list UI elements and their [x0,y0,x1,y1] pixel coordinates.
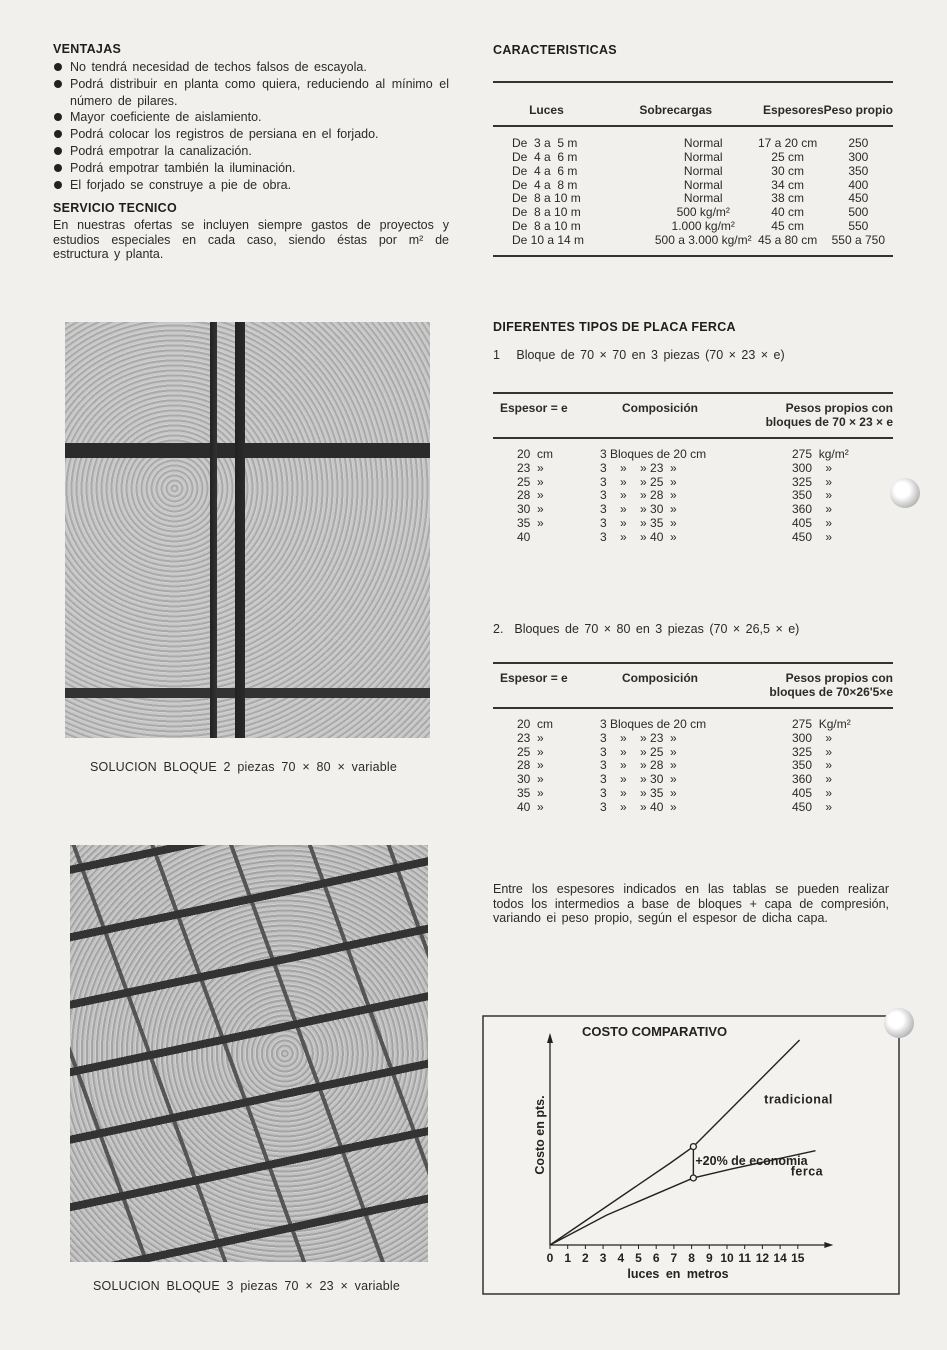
col-header: bloques de 70×26'5×e [769,685,893,699]
x-tick-label: 3 [599,1251,607,1265]
table-row [493,192,893,206]
x-tick-label: 4 [617,1251,625,1265]
ventaja-text: Mayor coeficiente de aislamiento. [70,110,262,125]
economy-annotation: +20% de economia [695,1154,808,1168]
table-cell: 500 kg/m² [676,205,730,220]
table-row [493,165,893,179]
marker-point [690,1144,696,1150]
table-cell: 300 » [792,730,833,745]
table-cell: 300 [848,150,869,164]
photo-bloque-2-piezas [65,322,430,738]
table-cell: 28 » [517,758,544,773]
table-cell: Normal [683,191,723,206]
col-header: Composición [622,401,699,415]
table-row [493,179,893,193]
table-cell: 3 » » 30 » [600,772,677,787]
table-cell: De 8 a 10 m [512,205,581,220]
bullet-icon [54,63,62,71]
table-row [493,125,893,151]
table-cell: 3 » » 23 » [600,730,677,745]
table-cell: 3 » » 25 » [600,474,677,489]
binder-hole [884,1008,914,1038]
x-tick-label: 6 [652,1251,660,1265]
table-cell: 550 a 750 [831,232,886,247]
col-header: Composición [622,671,699,685]
x-tick-label: 2 [582,1251,589,1265]
tipo2-label: 2. Bloques de 70 × 80 en 3 piezas (70 × 26,5 × e) [493,622,800,636]
x-tick-label: 8 [688,1251,695,1265]
divider [493,392,893,394]
x-tick-label: 1 [564,1251,572,1265]
x-tick-label: 12 [755,1251,770,1265]
table-cell: 3 » » 28 » [600,758,677,773]
ventaja-item [53,109,449,126]
bullet-icon [54,164,62,172]
table-cell: 38 cm [771,191,804,206]
table-cell: 275 kg/m² [792,447,849,461]
col-header: Espesor = e [500,671,568,685]
bullet-icon [54,80,62,88]
table-row [493,206,893,220]
ventaja-item [53,59,449,76]
bullet-icon [54,113,62,121]
ventaja-item [53,177,449,194]
table-cell: 40 [517,529,531,544]
series-label: ferca [790,1164,824,1179]
chart-title: COSTO COMPARATIVO [582,1024,728,1039]
y-axis-label: Costo en pts. [533,1095,547,1175]
ventaja-item [53,76,449,110]
tipos-heading: DIFERENTES TIPOS DE PLACA FERCA [493,320,736,334]
marker-point [690,1175,696,1181]
table-cell: 3 » » 25 » [600,744,677,759]
table-cell: 3 » » 40 » [600,799,677,814]
table-cell: 250 [848,136,869,151]
ventajas-heading: VENTAJAS [53,42,122,56]
table-cell: 20 cm [517,447,554,461]
table-cell: 300 » [792,460,833,475]
table-cell: 25 » [517,474,544,489]
photo-bloque-3-piezas [70,845,428,1262]
table-cell: 30 » [517,502,544,517]
table-cell: 3 Bloques de 20 cm [600,717,707,731]
table-cell: 25 » [517,744,544,759]
table-cell: 17 a 20 cm [757,136,818,151]
bullet-icon [54,147,62,155]
ventaja-text: Podrá colocar los registros de persiana en el forjado. [70,127,379,142]
ventaja-text: Podrá empotrar también la iluminación. [70,160,296,175]
x-tick-label: 5 [635,1251,642,1265]
tipo1-label: 1 Bloque de 70 × 70 en 3 piezas (70 × 23 × e) [493,348,785,362]
table-cell: 325 » [792,744,833,759]
table-cell: 35 » [517,516,544,530]
ventaja-item [53,126,449,143]
table-cell: De 8 a 10 m [512,218,581,233]
bullet-icon [54,181,62,189]
divider [493,707,893,709]
table-cell: 45 cm [771,218,804,233]
table-cell: 450 [848,191,869,206]
costo-comparativo-chart [482,1015,900,1295]
ventaja-text: Podrá empotrar la canalización. [70,143,252,158]
ventaja-text: El forjado se construye a pie de obra. [70,177,292,192]
table-cell: 500 [848,205,869,220]
table-cell: 25 cm [771,150,804,164]
table-cell: 405 » [792,516,833,530]
col-header: Espesor = e [500,401,568,415]
photo2-caption: SOLUCION BLOQUE 3 piezas 70 × 23 × variable [93,1279,401,1293]
col-header: Espesores [762,103,824,117]
table-cell: 3 » » 40 » [600,529,677,544]
table-cell: 350 » [792,488,833,503]
table-cell: 360 » [792,502,833,517]
table-cell: 28 » [517,488,544,503]
table-cell: 325 » [792,474,833,489]
divider [493,437,893,439]
x-tick-label: 7 [670,1251,678,1265]
table-row [493,220,893,234]
table-cell: 3 » » 23 » [600,460,677,475]
x-tick-label: 14 [773,1251,787,1265]
series-label: tradicional [764,1092,833,1107]
table-cell: 3 » » 30 » [600,502,677,517]
tipos-note: Entre los espesores indicados en las tablas se pueden realizar todos los intermedios a base de bloques + capa de compresión, variando ei peso propio, según el espesor de dicha capa. [493,882,889,925]
table-cell: 23 » [517,730,544,745]
x-tick-label: 0 [546,1251,554,1265]
table-cell: 45 a 80 cm [757,232,818,247]
ventaja-text: Podrá distribuir en planta como quiera, reduciendo al mínimo el número de pilares. [70,76,449,108]
table-cell: De 10 a 14 m [512,232,585,247]
table-cell: Normal [683,177,723,192]
table-cell: De 4 a 8 m [512,177,578,192]
table-cell: 350 » [792,758,833,773]
table-cell: De 4 a 6 m [512,163,578,178]
caracteristicas-heading: CARACTERISTICAS [493,43,617,57]
table-cell: 30 » [517,772,544,787]
table-cell: De 4 a 6 m [512,150,578,164]
table-cell: 3 » » 28 » [600,488,677,503]
table-cell: 30 cm [771,163,804,178]
table-cell: Normal [683,136,723,151]
table-cell: Normal [683,163,723,178]
table-row [493,151,893,165]
x-tick-label: 10 [720,1251,734,1265]
col-header: Sobrecargas [639,103,713,117]
table-cell: 550 [848,218,869,233]
divider [493,662,893,664]
table-cell: 500 a 3.000 kg/m² [654,232,752,247]
binder-hole [890,478,920,508]
col-header: Pesos propios con [785,671,893,685]
x-axis-label: luces en metros [627,1267,729,1281]
col-header: Luces [529,103,564,117]
table-cell: 450 » [792,799,833,814]
table-cell: 350 [848,163,869,178]
servicio-heading: SERVICIO TECNICO [53,201,178,215]
divider [493,125,893,127]
table-cell: 34 cm [771,177,804,192]
ventaja-item [53,160,449,177]
table-cell: 3 » » 35 » [600,516,677,530]
x-tick-label: 15 [791,1251,805,1265]
servicio-text: En nuestras ofertas se incluyen siempre gastos de proyectos y estudios especiales en cada caso, siendo éstas por m² de estructura y planta. [53,218,449,261]
ventaja-text: No tendrá necesidad de techos falsos de escayola. [70,60,367,74]
table-cell: De 3 a 5 m [512,136,578,151]
col-header: Peso propio [823,103,893,117]
divider [493,255,893,257]
table-cell: 3 » » 35 » [600,786,677,800]
divider [493,81,893,83]
table-cell: 23 » [517,460,544,475]
x-tick-label: 9 [705,1251,713,1265]
x-tick-label: 11 [738,1251,752,1265]
table-cell: De 8 a 10 m [512,191,581,206]
table-cell: 1.000 kg/m² [671,218,735,233]
table-cell: 450 » [792,529,833,544]
table-cell: 35 » [517,786,544,800]
table-cell: 20 cm [517,717,554,731]
table-cell: 405 » [792,786,833,800]
table-cell: 3 Bloques de 20 cm [600,447,707,461]
table-cell: 40 cm [771,205,804,220]
ventajas-list [53,59,449,193]
col-header: bloques de 70 × 23 × e [765,415,893,429]
table-cell: 275 Kg/m² [792,717,851,731]
col-header: Pesos propios con [785,401,893,415]
table-row [493,234,893,248]
table-cell: Normal [683,150,723,164]
ventaja-item [53,143,449,160]
bullet-icon [54,130,62,138]
table-cell: 40 » [517,799,544,814]
table-cell: 360 » [792,772,833,787]
photo1-caption: SOLUCION BLOQUE 2 piezas 70 × 80 × variable [90,760,398,774]
table-cell: 400 [848,177,869,192]
